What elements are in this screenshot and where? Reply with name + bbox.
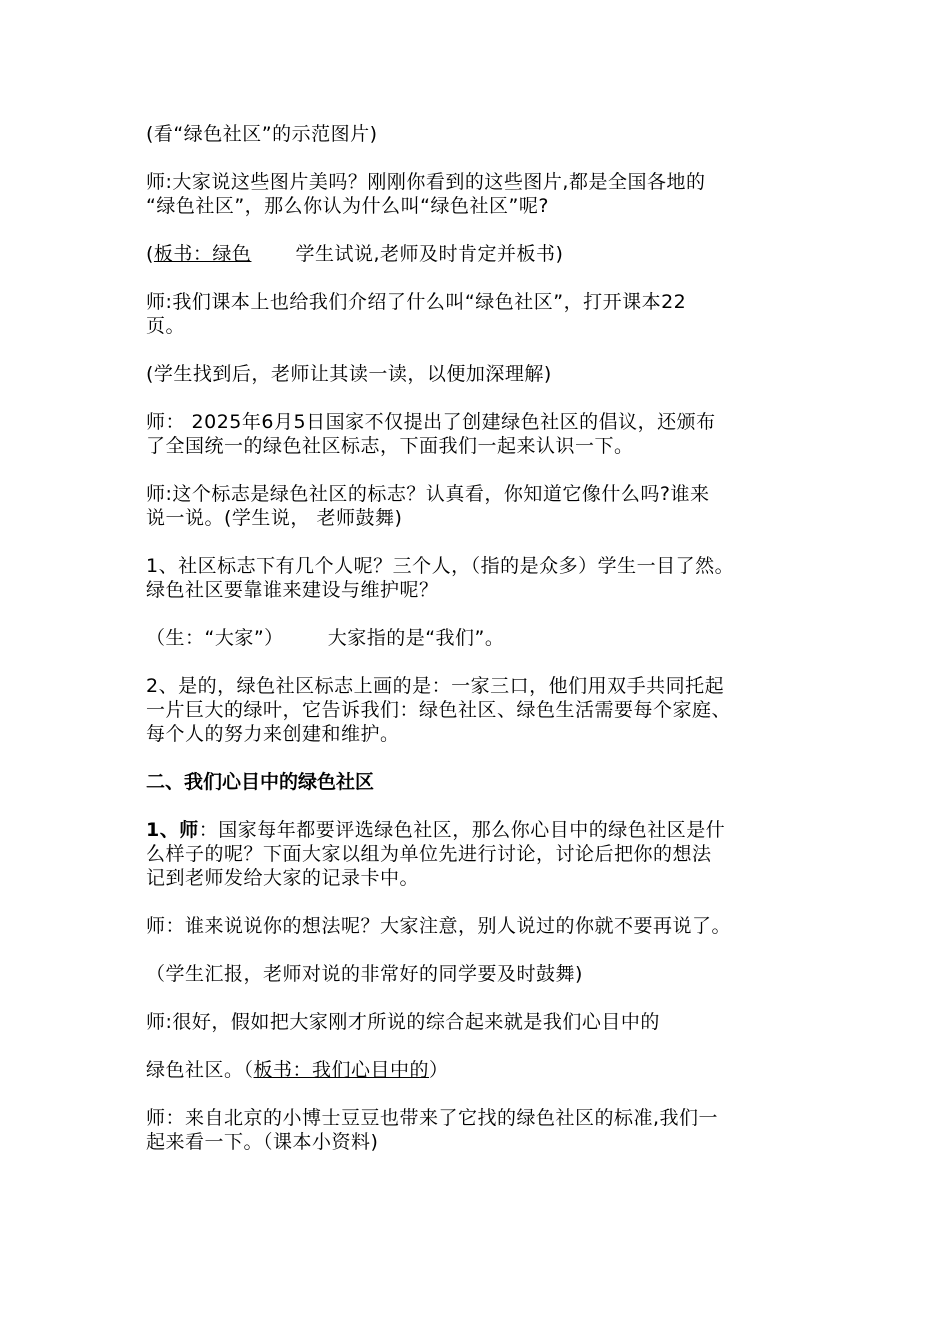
text-fragment: ( xyxy=(146,243,154,265)
text-line: 起来看一下。（课本小资料) xyxy=(146,1131,379,1153)
paragraph-3 xyxy=(146,242,826,266)
paragraph-5 xyxy=(146,362,826,386)
text-line: 每个人的努力来创建和维护。 xyxy=(146,723,400,745)
text-line: 师：来自北京的小博士豆豆也带来了它找的绿色社区的标准,我们一 xyxy=(146,1107,719,1129)
paragraph-10 xyxy=(146,674,826,746)
text-fragment: （生：“大家”） xyxy=(146,627,284,649)
text-line: 绿色社区要靠谁来建设与维护呢？ xyxy=(146,579,439,601)
paragraph-2 xyxy=(146,170,826,218)
text-line: 2、是的，绿色社区标志上画的是：一家三口，他们用双手共同托起 xyxy=(146,675,725,697)
text-line: 一片巨大的绿叶，它告诉我们：绿色社区、绿色生活需要每个家庭、 xyxy=(146,699,732,721)
text-line: (学生找到后，老师让其读一读，以便加深理解) xyxy=(146,363,552,385)
text-line: 师:大家说这些图片美吗？刚刚你看到的这些图片,都是全国各地的 xyxy=(146,171,706,193)
paragraph-15 xyxy=(146,1058,826,1082)
text-line: 师： 2025年6月5日国家不仅提出了创建绿色社区的倡议，还颁布 xyxy=(146,411,716,433)
text-fragment: 大家指的是“我们”。 xyxy=(327,627,505,649)
board-note: 板书：我们心目中的 xyxy=(253,1059,430,1081)
paragraph-9 xyxy=(146,626,826,650)
paragraph-6 xyxy=(146,410,826,458)
paragraph-13 xyxy=(146,962,826,986)
text-fragment: ） xyxy=(429,1059,449,1081)
text-fragment: 绿色社区。（ xyxy=(146,1059,254,1081)
section-heading: 二、我们心目中的绿色社区 xyxy=(146,771,375,793)
text-line: 师:很好，假如把大家刚才所说的综合起来就是我们心目中的 xyxy=(146,1011,660,1033)
text-line: （学生汇报，老师对说的非常好的同学要及时鼓舞) xyxy=(146,963,583,985)
document-page xyxy=(146,122,826,1178)
paragraph-16 xyxy=(146,1106,826,1154)
paragraph-1 xyxy=(146,122,826,146)
text-line: 说一说。(学生说， 老师鼓舞) xyxy=(146,507,403,529)
text-fragment: 学生试说,老师及时肯定并板书) xyxy=(295,243,564,265)
paragraph-8 xyxy=(146,554,826,602)
text-line: 师：谁来说说你的想法呢？大家注意，别人说过的你就不要再说了。 xyxy=(146,915,732,937)
text-line: 记到老师发给大家的记录卡中。 xyxy=(146,867,420,889)
text-line: 了全国统一的绿色社区标志，下面我们一起来认识一下。 xyxy=(146,435,634,457)
item-label: 1、师 xyxy=(146,819,199,841)
text-line: “绿色社区”，那么你认为什么叫“绿色社区”呢? xyxy=(146,195,549,217)
paragraph-14 xyxy=(146,1010,826,1034)
paragraph-4 xyxy=(146,290,826,338)
paragraph-7 xyxy=(146,482,826,530)
text-line: 么样子的呢？下面大家以组为单位先进行讨论，讨论后把你的想法 xyxy=(146,843,712,865)
paragraph-12 xyxy=(146,914,826,938)
text-fragment: ：国家每年都要评选绿色社区，那么你心目中的绿色社区是什 xyxy=(198,819,726,841)
text-line: 师:这个标志是绿色社区的标志？认真看，你知道它像什么吗?谁来 xyxy=(146,483,710,505)
paragraph-11 xyxy=(146,818,826,890)
text-line: 页。 xyxy=(146,315,186,337)
board-note: 板书：绿色 xyxy=(153,243,252,265)
text-line: (看“绿色社区”的示范图片) xyxy=(146,123,378,145)
text-line: 师:我们课本上也给我们介绍了什么叫“绿色社区”，打开课本22 xyxy=(146,291,687,313)
text-line: 1、社区标志下有几个人呢？三个人，（指的是众多）学生一目了然。 xyxy=(146,555,735,577)
